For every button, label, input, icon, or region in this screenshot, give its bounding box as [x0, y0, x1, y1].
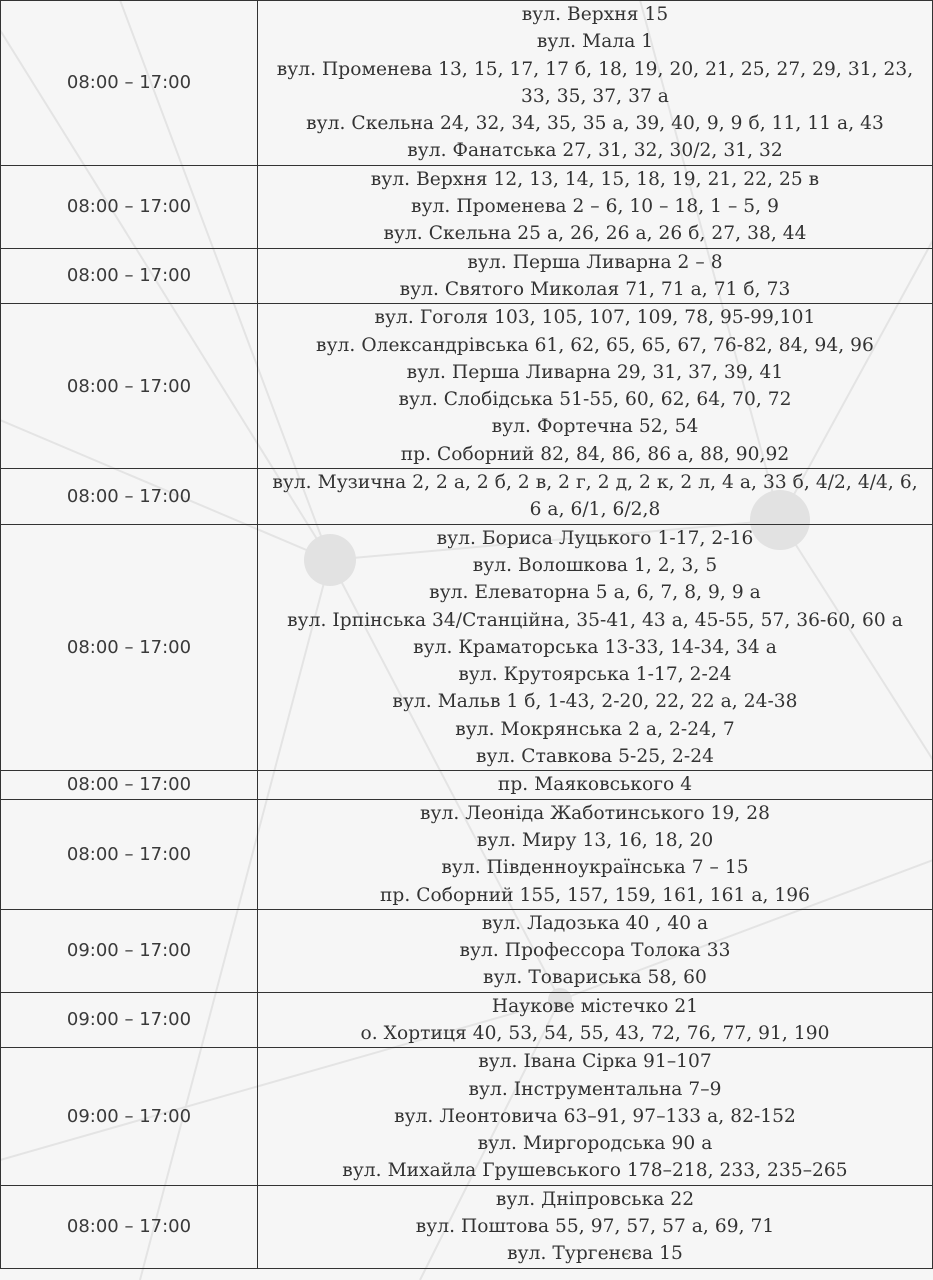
- time-range: 08:00 – 17:00: [1, 469, 258, 525]
- address-list: [258, 799, 933, 909]
- time-range: 08:00 – 17:00: [1, 799, 258, 909]
- address-line: Наукове містечко 21: [491, 995, 699, 1017]
- address-line: пр. Соборний 82, 84, 86, 86 а, 88, 90,92: [400, 443, 790, 465]
- address-line: вул. Перша Ливарна 2 – 8: [467, 251, 723, 273]
- address-line: вул. Музична 2, 2 а, 2 б, 2 в, 2 г, 2 д, 2 к, 2 л, 4 а, 33 б, 4/2, 4/4, 6, 6 а, 6/1, 6/2,8: [272, 472, 918, 521]
- address-line: вул. Верхня 12, 13, 14, 15, 18, 19, 21, 22, 25 в: [370, 168, 820, 190]
- address-line: вул. Верхня 15: [521, 4, 669, 25]
- address-line: вул. Волошкова 1, 2, 3, 5: [472, 554, 718, 576]
- address-line: вул. Мала 1: [536, 31, 654, 53]
- address-line: вул. Миргородська 90 а: [477, 1133, 713, 1155]
- address-list: [258, 909, 933, 992]
- address-line: вул. Мокрянська 2 а, 2-24, 7: [455, 718, 735, 740]
- schedule-row: [1, 1185, 933, 1268]
- schedule-row: [1, 304, 933, 469]
- address-line: вул. Променева 2 – 6, 10 – 18, 1 – 5, 9: [411, 196, 779, 218]
- address-list: [258, 771, 933, 799]
- address-list: [258, 1185, 933, 1268]
- address-line: вул. Скельна 24, 32, 34, 35, 35 а, 39, 40, 9, 9 б, 11, 11 а, 43: [306, 113, 884, 135]
- address-line: вул. Тургенєва 15: [507, 1243, 683, 1265]
- address-line: вул. Крутоярська 1-17, 2-24: [458, 664, 732, 686]
- time-range: 08:00 – 17:00: [1, 165, 258, 248]
- address-line: вул. Краматорська 13-33, 14-34, 34 а: [413, 636, 777, 658]
- address-line: вул. Профессора Толока 33: [459, 940, 731, 962]
- address-line: вул. Скельна 25 а, 26, 26 а, 26 б, 27, 38, 44: [383, 223, 807, 245]
- time-range: 09:00 – 17:00: [1, 909, 258, 992]
- address-line: вул. Фанатська 27, 31, 32, 30/2, 31, 32: [407, 140, 783, 162]
- address-list: [258, 524, 933, 771]
- address-line: пр. Маяковського 4: [497, 774, 693, 796]
- address-line: вул. Леоніда Жаботинського 19, 28: [420, 802, 770, 824]
- address-list: [258, 1, 933, 166]
- address-line: вул. Перша Ливарна 29, 31, 37, 39, 41: [406, 361, 784, 383]
- address-line: вул. Михайла Грушевського 178–218, 233, 235–265: [342, 1160, 848, 1182]
- address-list: [258, 248, 933, 304]
- time-range: 08:00 – 17:00: [1, 1, 258, 166]
- schedule-row: [1, 992, 933, 1048]
- address-list: [258, 1048, 933, 1185]
- time-range: 08:00 – 17:00: [1, 1185, 258, 1268]
- address-line: вул. Південноукраїнська 7 – 15: [441, 857, 749, 879]
- address-line: вул. Леонтовича 63–91, 97–133 а, 82-152: [394, 1105, 796, 1127]
- address-line: вул. Слобідська 51-55, 60, 62, 64, 70, 72: [398, 389, 792, 411]
- schedule-row: [1, 248, 933, 304]
- time-range: 09:00 – 17:00: [1, 1048, 258, 1185]
- address-line: вул. Миру 13, 16, 18, 20: [476, 829, 714, 851]
- schedule-row: [1, 1, 933, 166]
- address-line: вул. Святого Миколая 71, 71 а, 71 б, 73: [399, 278, 791, 300]
- schedule-row: [1, 909, 933, 992]
- schedule-row: [1, 524, 933, 771]
- time-range: 08:00 – 17:00: [1, 248, 258, 304]
- time-range: 09:00 – 17:00: [1, 992, 258, 1048]
- address-line: вул. Ладозька 40 , 40 а: [481, 912, 709, 934]
- address-line: вул. Олександрівська 61, 62, 65, 65, 67, 76-82, 84, 94, 96: [316, 334, 874, 356]
- address-line: о. Хортиця 40, 53, 54, 55, 43, 72, 76, 77, 91, 190: [360, 1022, 830, 1044]
- address-line: вул. Фортечна 52, 54: [491, 416, 699, 438]
- address-line: вул. Ірпінська 34/Станційна, 35-41, 43 а, 45-55, 57, 36-60, 60 а: [287, 609, 903, 631]
- schedule-row: [1, 469, 933, 525]
- address-line: вул. Ставкова 5-25, 2-24: [476, 746, 714, 768]
- address-line: вул. Товариська 58, 60: [483, 967, 707, 989]
- address-list: [258, 469, 933, 525]
- time-range: 08:00 – 17:00: [1, 771, 258, 799]
- address-line: пр. Соборний 155, 157, 159, 161, 161 а, 196: [379, 884, 811, 906]
- address-line: вул. Бориса Луцького 1-17, 2-16: [436, 527, 754, 549]
- address-line: вул. Гоголя 103, 105, 107, 109, 78, 95-99,101: [374, 307, 816, 329]
- address-line: вул. Інструментальна 7–9: [468, 1078, 722, 1100]
- address-line: вул. Івана Сірка 91–107: [478, 1051, 712, 1073]
- time-range: 08:00 – 17:00: [1, 304, 258, 469]
- address-line: вул. Елеваторна 5 а, 6, 7, 8, 9, 9 а: [429, 582, 761, 604]
- schedule-row: [1, 771, 933, 799]
- address-line: вул. Мальв 1 б, 1-43, 2-20, 22, 22 а, 24-38: [392, 691, 798, 713]
- address-list: [258, 165, 933, 248]
- time-range: 08:00 – 17:00: [1, 524, 258, 771]
- schedule-row: [1, 165, 933, 248]
- address-list: [258, 992, 933, 1048]
- schedule-row: [1, 799, 933, 909]
- address-line: вул. Променева 13, 15, 17, 17 б, 18, 19, 20, 21, 25, 27, 29, 31, 23, 33, 35, 37, 37 а: [276, 58, 914, 107]
- address-line: вул. Дніпровська 22: [495, 1188, 695, 1210]
- address-list: [258, 304, 933, 469]
- schedule-row: [1, 1048, 933, 1185]
- address-line: вул. Поштова 55, 97, 57, 57 а, 69, 71: [415, 1216, 775, 1238]
